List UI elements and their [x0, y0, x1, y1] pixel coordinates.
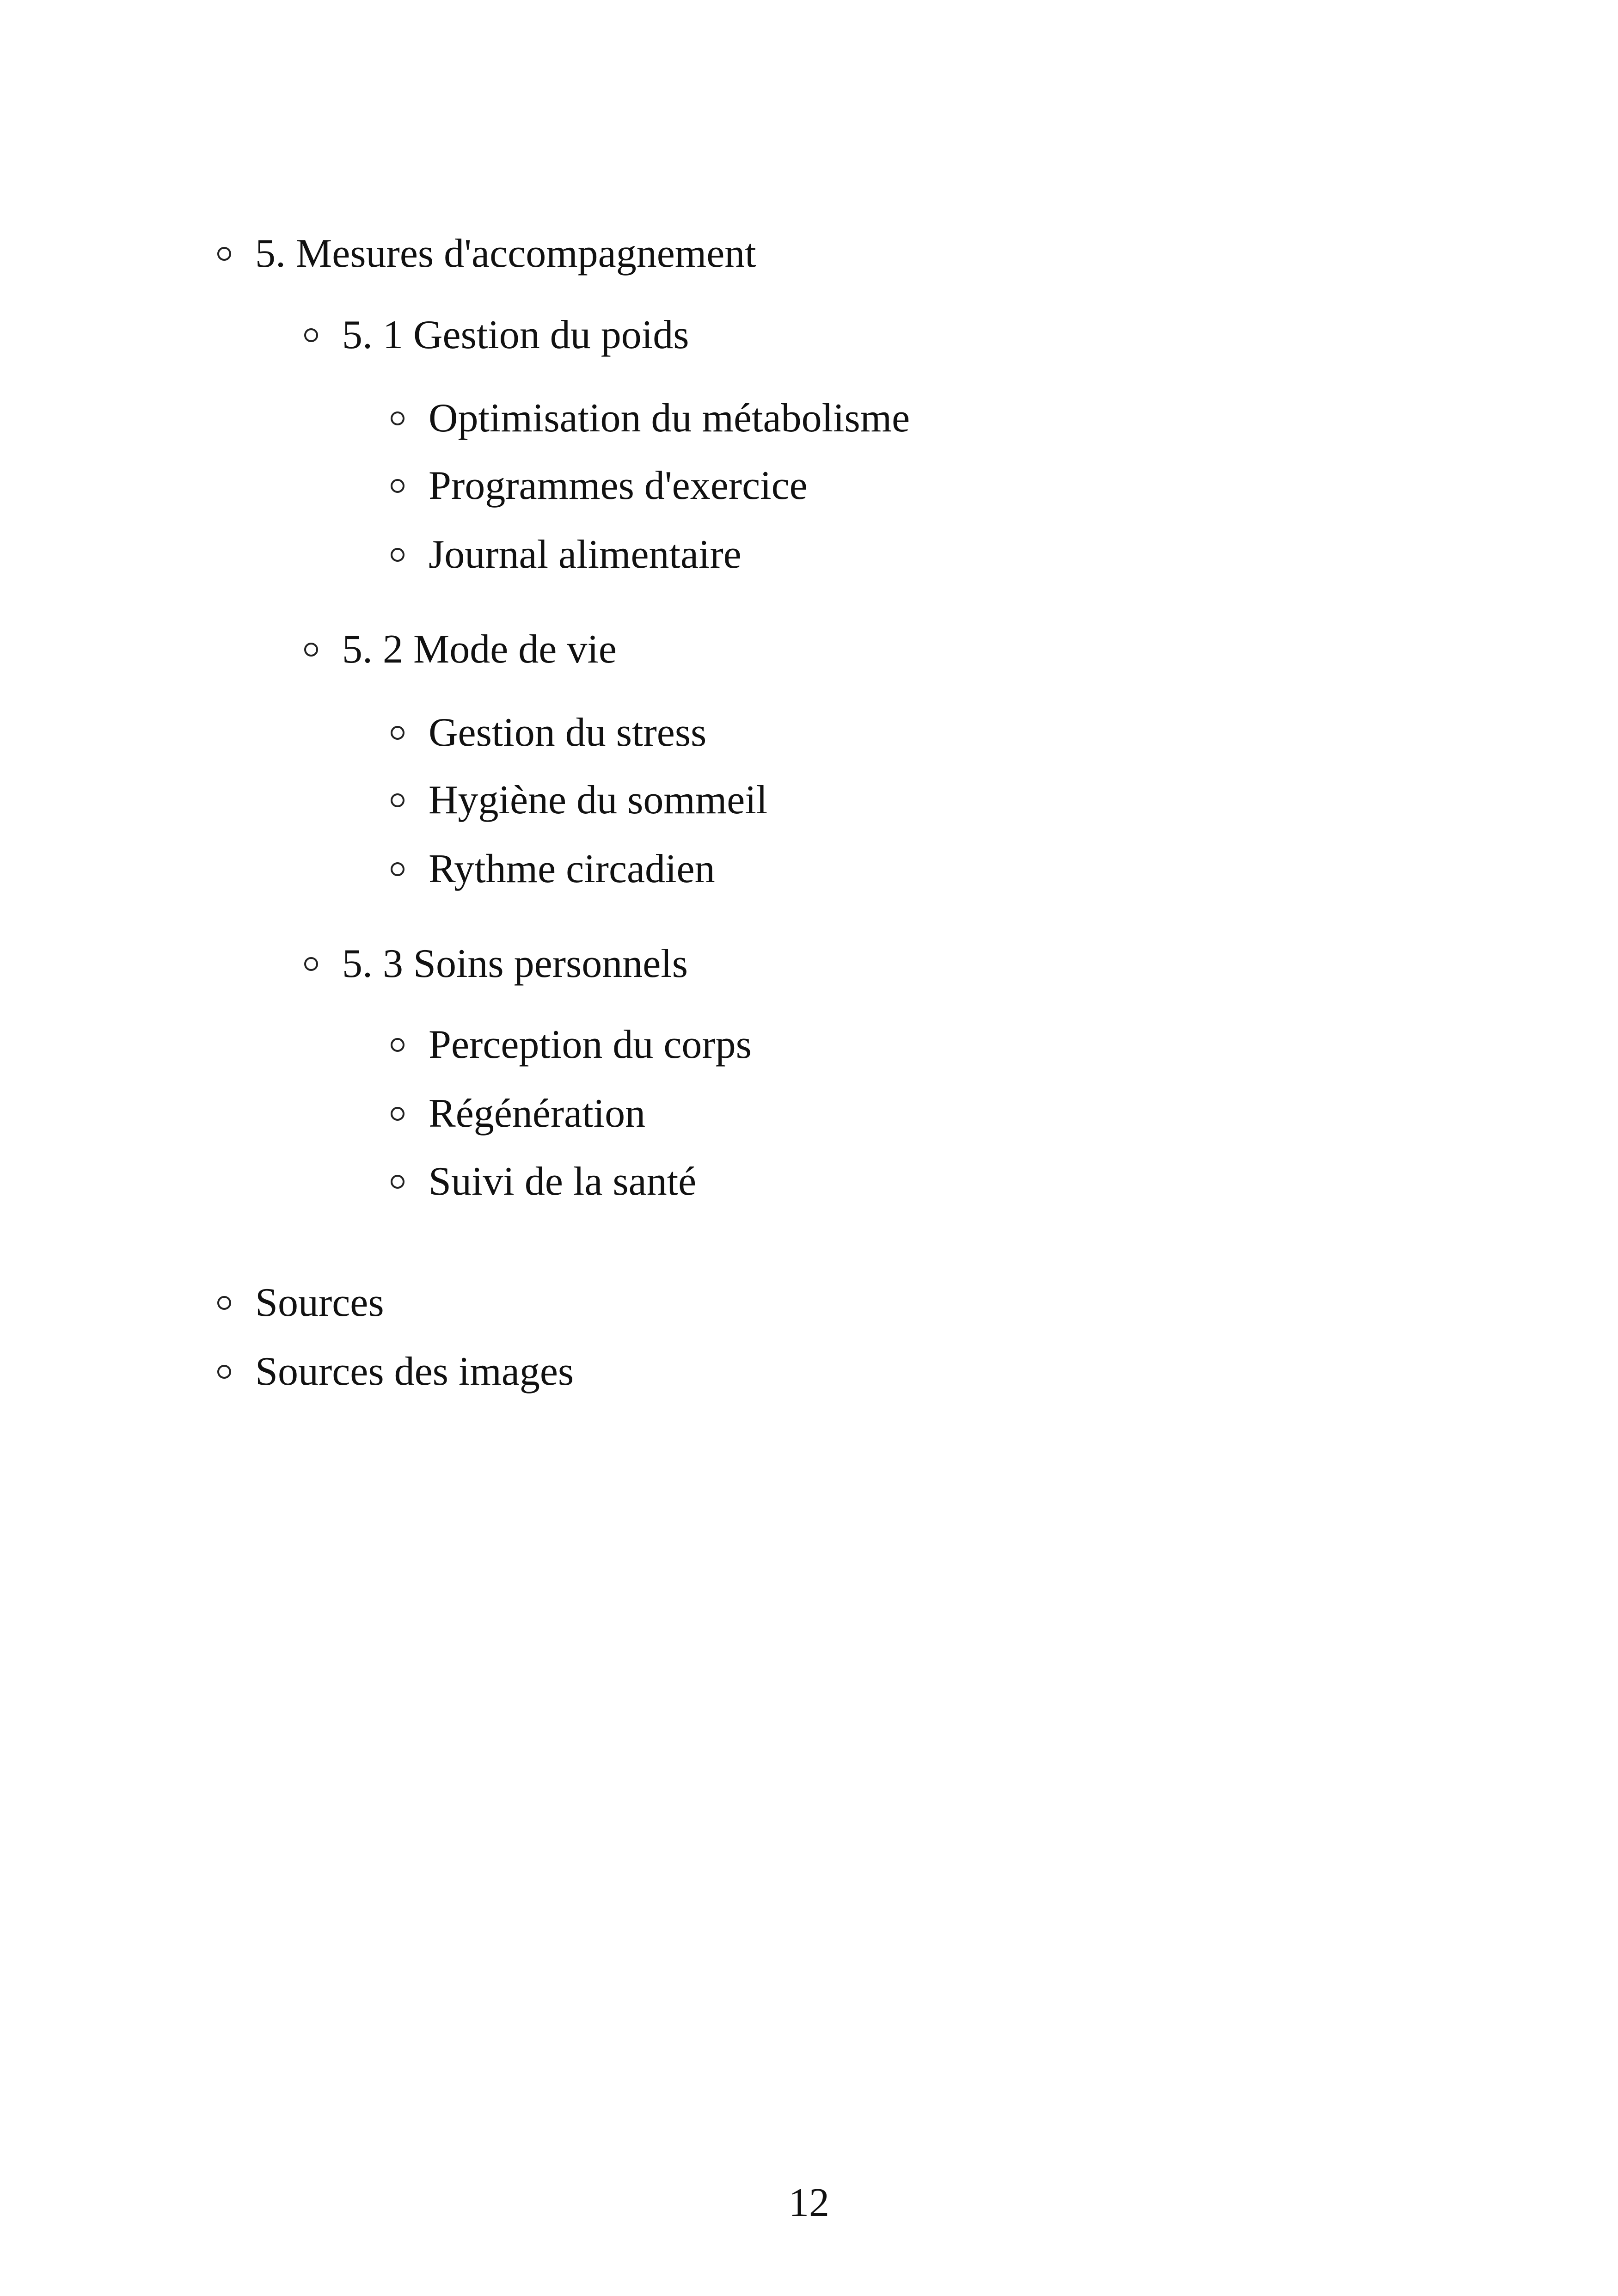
- toc-entry-programmes-exercice[interactable]: [391, 458, 808, 514]
- toc-entry-label: Programmes d'exercice: [429, 463, 808, 508]
- circle-bullet-icon: [391, 1175, 404, 1189]
- toc-entry-label: Journal alimentaire: [429, 532, 742, 577]
- circle-bullet-icon: [304, 328, 318, 342]
- circle-bullet-icon: [217, 1296, 231, 1310]
- circle-bullet-icon: [217, 1365, 231, 1379]
- toc-entry-label: Régénération: [429, 1091, 646, 1136]
- circle-bullet-icon: [304, 957, 318, 971]
- toc-entry-journal-alimentaire[interactable]: [391, 527, 742, 583]
- toc-entry-suivi-sante[interactable]: [391, 1154, 696, 1209]
- toc-entry-optimisation-metabolisme[interactable]: [391, 391, 910, 446]
- toc-entry-label: 5. 3 Soins personnels: [342, 941, 688, 986]
- toc-entry-mesures-accompagnement[interactable]: [217, 226, 756, 282]
- toc-entry-label: Optimisation du métabolisme: [429, 396, 910, 441]
- toc-entry-soins-personnels[interactable]: [304, 936, 688, 992]
- toc-entry-gestion-poids[interactable]: [304, 307, 689, 363]
- circle-bullet-icon: [391, 411, 404, 425]
- toc-entry-label: 5. Mesures d'accompagnement: [255, 231, 756, 276]
- toc-entry-hygiene-sommeil[interactable]: [391, 773, 767, 828]
- toc-entry-regeneration[interactable]: [391, 1086, 645, 1142]
- circle-bullet-icon: [391, 1107, 404, 1121]
- page-number: 12: [789, 2180, 829, 2225]
- circle-bullet-icon: [391, 479, 404, 493]
- circle-bullet-icon: [391, 1038, 404, 1052]
- circle-bullet-icon: [391, 548, 404, 562]
- toc-entry-label: Suivi de la santé: [429, 1159, 697, 1204]
- toc-entry-label: 5. 1 Gestion du poids: [342, 313, 689, 357]
- circle-bullet-icon: [391, 726, 404, 740]
- circle-bullet-icon: [217, 247, 231, 261]
- toc-entry-gestion-stress[interactable]: [391, 705, 706, 761]
- toc-entry-label: Gestion du stress: [429, 710, 707, 755]
- toc-entry-perception-corps[interactable]: [391, 1017, 752, 1073]
- circle-bullet-icon: [391, 793, 404, 807]
- toc-entry-sources-images[interactable]: [217, 1344, 574, 1400]
- toc-entry-label: Rythme circadien: [429, 847, 715, 891]
- circle-bullet-icon: [391, 862, 404, 876]
- toc-entry-rythme-circadien[interactable]: [391, 841, 715, 897]
- toc-entry-sources[interactable]: [217, 1275, 384, 1331]
- circle-bullet-icon: [304, 643, 318, 657]
- toc-entry-label: Sources des images: [255, 1349, 574, 1394]
- toc-entry-label: Hygiène du sommeil: [429, 778, 768, 823]
- toc-entry-mode-de-vie[interactable]: [304, 622, 617, 677]
- toc-entry-label: Sources: [255, 1280, 384, 1325]
- toc-entry-label: 5. 2 Mode de vie: [342, 627, 617, 672]
- toc-entry-label: Perception du corps: [429, 1022, 752, 1067]
